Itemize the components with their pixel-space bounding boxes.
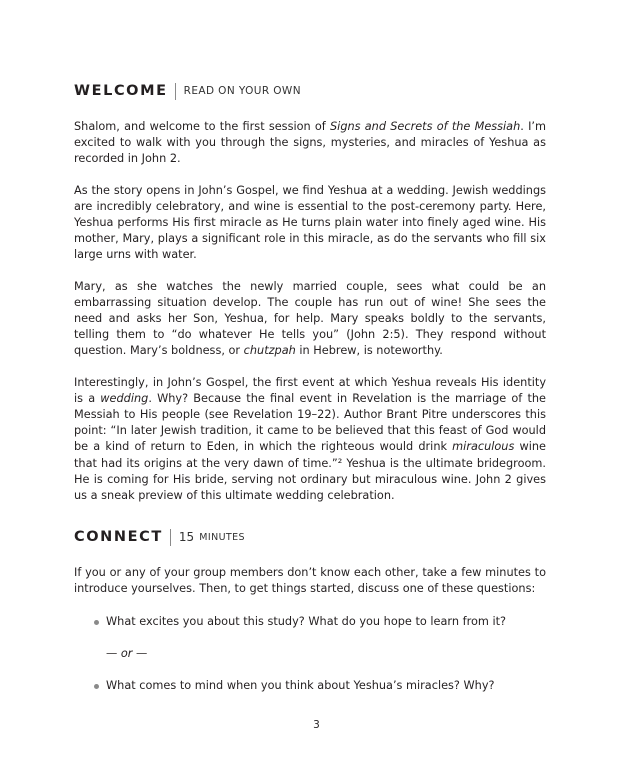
or-separator	[74, 646, 546, 662]
text-run: . Why? Because the final event in Revelation is the marriage of the Messiah to His people (see Revelation 19–22). Author Brant Pitre underscores this point: “In later Jewish tradition, it came to be believed that this feast of God would be a kind of return to Eden, in which the righteous would drink	[74, 391, 546, 454]
welcome-paragraph-2: As the story opens in John’s Gospel, we find Yeshua at a wedding. Jewish weddings are incredibly celebratory, and wine is essential to the post-ceremony party. Here, Yeshua performs His first miracle as He turns plain water into finely aged wine. His mother, Mary, plays a significant role in this miracle, as do the servants who fill six large urns with water.	[74, 183, 546, 262]
question-item: What comes to mind when you think about Yeshua’s miracles? Why?	[94, 678, 546, 694]
italic-term: wedding	[100, 391, 149, 405]
or-text: — or —	[106, 646, 148, 660]
italic-term: miraculous	[452, 440, 515, 454]
welcome-subtitle: READ ON YOUR OWN	[183, 85, 301, 97]
welcome-paragraph-4	[74, 375, 546, 505]
connect-title: CONNECT	[74, 529, 163, 546]
welcome-paragraph-1	[74, 119, 546, 168]
connect-intro: If you or any of your group members don’t know each other, take a few minutes to introduce yourselves. Then, to get things started, discuss one of these questions:	[74, 566, 546, 596]
heading-divider	[170, 529, 171, 546]
connect-heading	[74, 526, 546, 548]
text-run: . I’m excited to walk with you through the signs, mysteries, and miracles of Yeshua as recorded in John 2.	[74, 120, 547, 166]
welcome-heading	[74, 80, 546, 102]
question-list	[74, 678, 546, 694]
question-list	[74, 614, 546, 630]
page-number: 3	[313, 719, 320, 731]
text-run: Interestingly, in John’s Gospel, the first event at which Yeshua reveals His identity is a	[74, 375, 546, 405]
welcome-paragraph-3	[74, 279, 546, 360]
text-run: Mary, as she watches the newly married couple, sees what could be an embarrassing situation develop. The couple has run out of wine! She sees the need and asks her Son, Yeshua, for help. Mary speaks boldly to the servants, telling them to “do whatever He tells you” (John 2:5). They respond without question. Mary’s boldness, or	[74, 279, 546, 358]
page-content	[74, 80, 546, 694]
connect-duration-number: 15	[178, 530, 195, 545]
text-run: wine that had its origins at the very dawn of time.”² Yeshua is the ultimate bridegroom. He is coming for His bride, serving not ordinary but miraculous wine. John 2 gives us a sneak preview of this ultimate wedding celebration.	[74, 440, 546, 503]
italic-term: chutzpah	[243, 344, 296, 358]
welcome-title: WELCOME	[74, 83, 168, 99]
text-run: in Hebrew, is noteworthy.	[295, 344, 443, 358]
heading-divider	[175, 83, 176, 100]
text-run: Shalom, and welcome to the first session of	[74, 120, 331, 133]
question-item: What excites you about this study? What do you hope to learn from it?	[94, 614, 546, 630]
book-title: Signs and Secrets of the Messiah	[330, 120, 521, 133]
connect-duration-unit: MINUTES	[199, 531, 245, 543]
